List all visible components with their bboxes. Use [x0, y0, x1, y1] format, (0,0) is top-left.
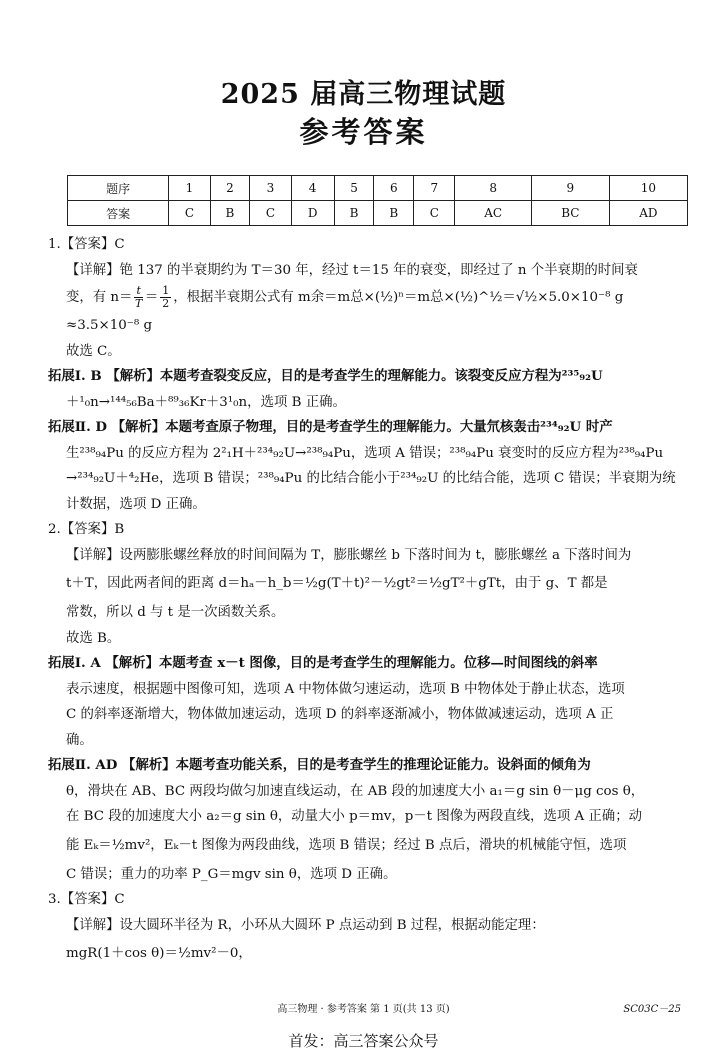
extension-2-2-line: 能 Eₖ＝½mv²，Eₖ－t 图像为两段曲线，选项 B 错误；经过 B 点后，滑块的机械能守恒，选项 [66, 837, 627, 853]
fraction-denominator: 2 [162, 297, 170, 310]
table-cell: 2 [210, 176, 250, 201]
question-3-detail-line: mgR(1＋cos θ)＝½mv²－0， [66, 946, 252, 961]
table-cell: C [414, 201, 455, 226]
table-row-numbers [68, 176, 688, 201]
question-2-conclusion: 故选 B。 [66, 630, 121, 646]
table-cell: 4 [291, 176, 334, 201]
table-cell: 9 [531, 176, 609, 201]
page-title: 2025 届高三物理试题 [220, 79, 507, 110]
table-header-cell: 题序 [68, 176, 169, 201]
question-2-heading: 2.【答案】B [48, 522, 125, 537]
table-cell: 6 [374, 176, 414, 201]
extension-2-2-line: C 错误；重力的功率 P_G＝mgv sin θ，选项 D 正确。 [66, 866, 397, 882]
fraction-numerator: 1 [162, 284, 170, 297]
question-3-detail-line: 【详解】设大圆环半径为 R，小环从大圆环 P 点运动到 B 过程，根据动能定理： [66, 917, 545, 933]
extension-2-2-line: 在 BC 段的加速度大小 a₂＝g sin θ，动量大小 p＝mv，p－t 图像为两段直线，选项 A 正确；动 [66, 809, 642, 824]
fraction-denominator: T [134, 297, 143, 310]
table-header-cell: 答案 [68, 201, 169, 226]
question-2-detail-line: 常数，所以 d 与 t 是一次函数关系。 [66, 605, 285, 620]
extension-2-2-line: θ，滑块在 AB、BC 两段均做匀加速直线运动，在 AB 段的加速度大小 a₁＝g sin θ－μg cos θ， [66, 783, 645, 799]
fraction [134, 285, 142, 310]
table-cell: 1 [169, 176, 210, 201]
extension-1-2-line: 计数据，选项 D 正确。 [66, 496, 206, 512]
extension-2-1-line: 拓展Ⅰ. A 【解析】本题考查 x－t 图像，目的是考查学生的理解能力。位移—时间图线的斜率 [48, 655, 598, 671]
fraction [160, 285, 171, 310]
table-cell: 3 [250, 176, 291, 201]
extension-1-2-line: 生²³⁸₉₄Pu 的反应方程为 2²₁H＋²³⁴₉₂U→²³⁸₉₄Pu，选项 A 错误；²³⁸₉₄Pu 衰变时的反应方程为²³⁸₉₄Pu [66, 445, 664, 461]
extension-1-2-line: →²³⁴₉₂U＋⁴₂He，选项 B 错误；²³⁸₉₄Pu 的比结合能小于²³⁴₉₂U 的比结合能，选项 C 错误；半衰期为统 [66, 471, 676, 486]
page-number: 高三物理 · 参考答案 第 1 页(共 13 页) [277, 1004, 450, 1015]
extension-2-2-line: 拓展Ⅱ. AD 【解析】本题考查功能关系，目的是考查学生的推理论证能力。设斜面的倾角为 [48, 757, 591, 773]
table-cell: 7 [414, 176, 455, 201]
table-cell: B [210, 201, 250, 226]
document-code: SC03C－25 [623, 1004, 681, 1015]
table-cell: 5 [334, 176, 374, 201]
question-1-detail-line [48, 283, 676, 313]
table-cell: D [291, 201, 334, 226]
question-1-conclusion: 故选 C。 [66, 343, 121, 359]
table-cell: C [250, 201, 291, 226]
table-row-answers [68, 201, 688, 226]
question-1-text: 变，有 n＝ [66, 290, 133, 305]
table-cell: 8 [455, 176, 531, 201]
extension-2-1-line: 表示速度，根据题中图像可知，选项 A 中物体做匀速运动，选项 B 中物体处于静止状态，选项 [66, 681, 625, 697]
question-2-detail-line: 【详解】设两膨胀螺丝释放的时间间隔为 T，膨胀螺丝 b 下落时间为 t，膨胀螺丝 a 下落时间为 [66, 547, 632, 563]
table-cell: B [334, 201, 374, 226]
extension-2-1-line: C 的斜率逐渐增大，物体做加速运动，选项 D 的斜率逐渐减小，物体做减速运动，选项 A 正 [66, 707, 614, 722]
table-cell: C [169, 201, 210, 226]
watermark-text: 首发：高三答案公众号 [288, 1032, 439, 1050]
question-1-detail-line: ≈3.5×10⁻⁸ g [66, 318, 153, 333]
extension-1-2-line: 拓展Ⅱ. D 【解析】本题考查原子物理，目的是考查学生的理解能力。大量氘核轰击²³⁴₉₂U 时产 [48, 419, 613, 435]
answer-table [67, 175, 688, 226]
answer-content [48, 232, 676, 970]
extension-1-1-line: 拓展Ⅰ. B 【解析】本题考查裂变反应，目的是考查学生的理解能力。该裂变反应方程为²³⁵₉₂U [48, 368, 603, 384]
page-subtitle: 参考答案 [299, 115, 428, 149]
question-2-detail-line: t＋T，因此两者间的距离 d＝hₐ－h_b＝½g(T＋t)²－½gt²＝½gT²＋gTt，由于 g、T 都是 [66, 576, 608, 591]
extension-2-1-line: 确。 [66, 732, 93, 748]
question-1-text: ，根据半衰期公式有 m余＝m总×(½)ⁿ＝m总×(½)^½＝√½×5.0×10⁻⁸ g [173, 290, 624, 305]
table-cell: BC [531, 201, 609, 226]
question-1-heading: 1.【答案】C [48, 237, 125, 252]
table-cell: B [374, 201, 414, 226]
question-1-detail-line: 【详解】铯 137 的半衰期约为 T＝30 年，经过 t＝15 年的衰变，即经过了 n 个半衰期的时间衰 [66, 262, 638, 278]
fraction-numerator: t [136, 284, 141, 297]
extension-1-1-line: ＋¹₀n→¹⁴⁴₅₆Ba＋⁸⁹₃₆Kr＋3¹₀n，选项 B 正确。 [66, 394, 346, 410]
table-cell: 10 [609, 176, 687, 201]
table-cell: AC [455, 201, 531, 226]
question-1-text: ＝ [144, 290, 159, 305]
question-3-heading: 3.【答案】C [48, 892, 125, 907]
table-cell: AD [609, 201, 687, 226]
